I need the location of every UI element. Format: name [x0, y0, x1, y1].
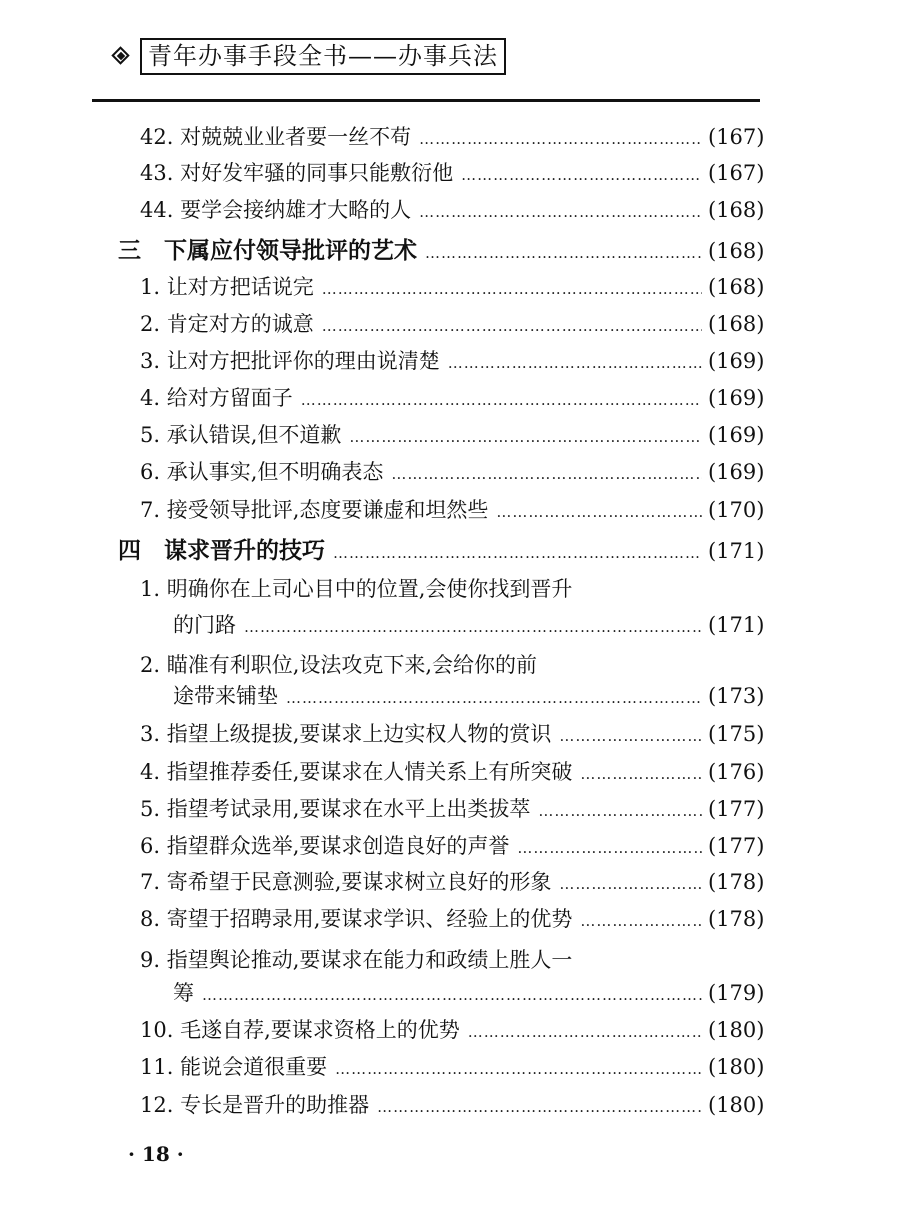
toc-page-number: (180): [708, 1018, 765, 1042]
toc-page-number: (168): [708, 275, 765, 299]
toc-entry[interactable]: [140, 1014, 778, 1048]
page-number: · 18 ·: [128, 1142, 184, 1166]
leader-dots: [538, 802, 702, 820]
toc-entry-title: 途带来铺垫: [173, 684, 278, 708]
toc-entry-title: 1. 让对方把话说完: [140, 275, 314, 299]
header-rule: [92, 99, 760, 102]
toc-entry[interactable]: [140, 121, 778, 155]
leader-dots: [391, 465, 702, 483]
toc-entry[interactable]: [140, 194, 778, 228]
toc-entry[interactable]: [140, 157, 778, 191]
toc-entry-title: 5. 承认错误,但不道歉: [140, 423, 342, 447]
toc-entry-title: 7. 寄希望于民意测验,要谋求树立良好的形象: [140, 870, 552, 894]
toc-entry[interactable]: [140, 830, 778, 864]
toc-entry[interactable]: [140, 494, 778, 528]
toc-entry-first-line: 9. 指望舆论推动,要谋求在能力和政绩上胜人一: [140, 948, 573, 972]
leader-dots: [377, 1098, 702, 1116]
leader-dots: [517, 839, 702, 857]
toc-section-heading[interactable]: [118, 532, 778, 566]
leader-dots: [580, 765, 702, 783]
toc-page-number: (177): [708, 797, 765, 821]
toc-entry[interactable]: [140, 866, 778, 900]
toc-page-number: (169): [708, 460, 765, 484]
toc-page-number: (168): [708, 198, 765, 222]
toc-entry-title: 2. 肯定对方的诚意: [140, 312, 314, 336]
toc-entry-title: 11. 能说会道很重要: [140, 1055, 328, 1079]
leader-dots: [448, 354, 702, 372]
toc-entry-title: 三 下属应付领导批评的艺术: [118, 238, 417, 264]
toc-entry[interactable]: [140, 456, 778, 490]
leader-dots: [468, 1023, 702, 1041]
toc-page-number: (173): [708, 684, 765, 708]
toc-entry-title: 3. 让对方把批评你的理由说清楚: [140, 349, 440, 373]
running-header: [112, 38, 506, 74]
leader-dots: [419, 130, 702, 148]
toc-page-number: (179): [708, 981, 765, 1005]
toc-page-number: (178): [708, 870, 765, 894]
book-title: 青年办事手段全书——办事兵法: [140, 38, 506, 75]
toc-entry-title: 5. 指望考试录用,要谋求在水平上出类拔萃: [140, 797, 531, 821]
toc-entry[interactable]: [173, 977, 778, 1011]
toc-entry[interactable]: [140, 271, 778, 305]
toc-entry[interactable]: [140, 903, 778, 937]
toc-page-number: (167): [708, 125, 765, 149]
toc-page-number: (169): [708, 386, 765, 410]
toc-page-number: (175): [708, 722, 765, 746]
leader-dots: [419, 203, 702, 221]
toc-entry-title: 44. 要学会接纳雄才大略的人: [140, 198, 412, 222]
leader-dots: [559, 727, 702, 745]
toc-page-number: (170): [708, 498, 765, 522]
leader-dots: [322, 280, 702, 298]
toc-entry-title: 3. 指望上级提拔,要谋求上边实权人物的赏识: [140, 722, 552, 746]
toc-page-number: (177): [708, 834, 765, 858]
toc-entry[interactable]: [140, 382, 778, 416]
toc-entry[interactable]: [173, 680, 778, 714]
leader-dots: [286, 689, 702, 707]
toc-entry[interactable]: [140, 1051, 778, 1085]
leader-dots: [461, 166, 702, 184]
toc-entry[interactable]: [173, 609, 778, 643]
diamond-ornament-icon: [112, 47, 130, 65]
toc-entry-title: 筹: [173, 981, 194, 1005]
toc-entry[interactable]: [140, 345, 778, 379]
leader-dots: [322, 317, 702, 335]
toc-page-number: (180): [708, 1093, 765, 1117]
toc-page-number: (178): [708, 907, 765, 931]
leader-dots: [202, 986, 702, 1004]
toc-entry-title: 6. 指望群众选举,要谋求创造良好的声誉: [140, 834, 510, 858]
toc-entry-title: 12. 专长是晋升的助推器: [140, 1093, 370, 1117]
toc-page-number: (169): [708, 349, 765, 373]
toc-entry[interactable]: [140, 419, 778, 453]
toc-page-number: (168): [708, 239, 765, 263]
toc-page-number: (168): [708, 312, 765, 336]
leader-dots: [559, 875, 702, 893]
leader-dots: [580, 912, 702, 930]
leader-dots: [425, 244, 702, 262]
toc-entry[interactable]: [140, 793, 778, 827]
toc-entry[interactable]: [140, 756, 778, 790]
toc-entry-title: 8. 寄望于招聘录用,要谋求学识、经验上的优势: [140, 907, 573, 931]
leader-dots: [335, 1060, 702, 1078]
toc-entry-title: 43. 对好发牢骚的同事只能敷衍他: [140, 161, 454, 185]
toc-entry-title: 四 谋求晋升的技巧: [118, 538, 325, 564]
toc-section-heading[interactable]: [118, 232, 778, 266]
toc-page-number: (169): [708, 423, 765, 447]
leader-dots: [349, 428, 702, 446]
leader-dots: [496, 503, 702, 521]
leader-dots: [244, 618, 702, 636]
toc-entry-title: 42. 对兢兢业业者要一丝不苟: [140, 125, 412, 149]
toc-entry-title: 6. 承认事实,但不明确表态: [140, 460, 384, 484]
toc-entry-first-line: 1. 明确你在上司心目中的位置,会使你找到晋升: [140, 577, 573, 601]
toc-page-number: (180): [708, 1055, 765, 1079]
toc-entry-title: 10. 毛遂自荐,要谋求资格上的优势: [140, 1018, 460, 1042]
toc-page-number: (171): [708, 613, 765, 637]
toc-entry[interactable]: [140, 718, 778, 752]
toc-entry-first-line: 2. 瞄准有利职位,设法攻克下来,会给你的前: [140, 653, 538, 677]
toc-entry-title: 的门路: [173, 613, 236, 637]
toc-page-number: (176): [708, 760, 765, 784]
toc-page-number: (171): [708, 539, 765, 563]
leader-dots: [333, 544, 702, 562]
leader-dots: [301, 391, 702, 409]
toc-entry[interactable]: [140, 308, 778, 342]
toc-page-number: (167): [708, 161, 765, 185]
toc-entry-title: 4. 指望推荐委任,要谋求在人情关系上有所突破: [140, 760, 573, 784]
toc-entry-title: 7. 接受领导批评,态度要谦虚和坦然些: [140, 498, 489, 522]
toc-entry-title: 4. 给对方留面子: [140, 386, 293, 410]
toc-entry[interactable]: [140, 1089, 778, 1123]
